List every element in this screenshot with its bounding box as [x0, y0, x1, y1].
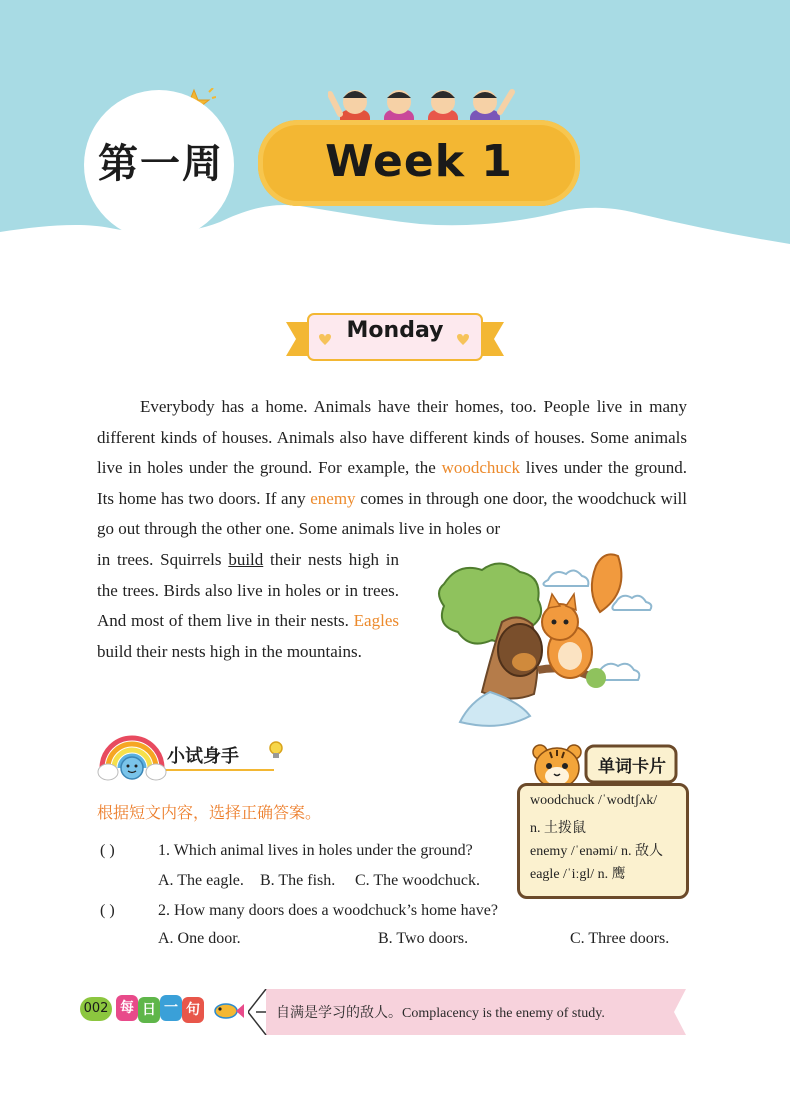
answer-blank-2[interactable]: ( ) — [100, 902, 115, 919]
passage-paragraph-2: in trees. Squirrels build their nests high in the trees. Birds also live in holes or in trees. And most of them live in their nests. Eagles build their nests high in the mountains. — [97, 550, 399, 661]
daily-sentence-badge — [116, 995, 208, 1025]
question-1-option-b[interactable]: B. The fish. — [260, 872, 336, 889]
passage-paragraph-1: Everybody has a home. Animals have their homes, too. People live in many different kinds of houses. Animals also have different kinds of houses. Some animals live in holes under the ground. For example, the woodchuck lives under the ground. Its home has two doors. If any enemy comes in through one door, the woodchuck will go out through the other one. Some animals live in holes or — [97, 397, 687, 539]
question-2-option-c[interactable]: C. Three doors. — [570, 930, 670, 947]
badge-char-4: 句 — [182, 997, 204, 1023]
vocab-enemy: enemy — [310, 488, 356, 508]
question-1-option-c[interactable]: C. The woodchuck. — [355, 872, 481, 889]
practice-instruction: 根据短文内容，选择正确答案。 — [97, 803, 322, 822]
badge-char-3: 一 — [160, 995, 182, 1021]
question-2-text: 2. How many doors does a woodchuck’s home have? — [158, 902, 498, 919]
practice-title: 小试身手 — [167, 746, 239, 767]
word-card-line-2: n. 土拨鼠 — [530, 821, 586, 836]
week-en-title: Week 1 — [325, 136, 513, 187]
word-card-line-3: enemy /ˈenəmi/ n. 敌人 — [530, 844, 663, 859]
week-cn-title: 第一周 — [98, 141, 224, 187]
question-2-option-a[interactable]: A. One door. — [158, 930, 241, 947]
question-1-text: 1. Which animal lives in holes under the ground? — [158, 842, 473, 859]
answer-blank-1[interactable]: ( ) — [100, 842, 115, 859]
word-card-line-1: woodchuck /ˈwodtʃʌk/ — [530, 793, 658, 808]
daily-quote: 自满是学习的敌人。Complacency is the enemy of study. — [276, 1006, 605, 1021]
badge-char-1: 每 — [116, 995, 138, 1021]
word-card-title: 单词卡片 — [598, 757, 666, 777]
page-number: 002 — [80, 997, 112, 1021]
question-1-option-a[interactable]: A. The eagle. — [158, 872, 244, 889]
vocab-woodchuck: woodchuck — [441, 458, 520, 478]
fish-icon — [212, 1000, 244, 1022]
question-2-option-b[interactable]: B. Two doors. — [378, 930, 469, 947]
day-title: Monday — [346, 318, 444, 343]
word-card-line-4: eagle /ˈiːgl/ n. 鹰 — [530, 867, 626, 882]
vocab-eagles: Eagles — [353, 611, 399, 631]
badge-char-2: 日 — [138, 997, 160, 1023]
squirrel-tree-illustration — [420, 542, 688, 738]
underlined-word: build — [228, 550, 264, 569]
